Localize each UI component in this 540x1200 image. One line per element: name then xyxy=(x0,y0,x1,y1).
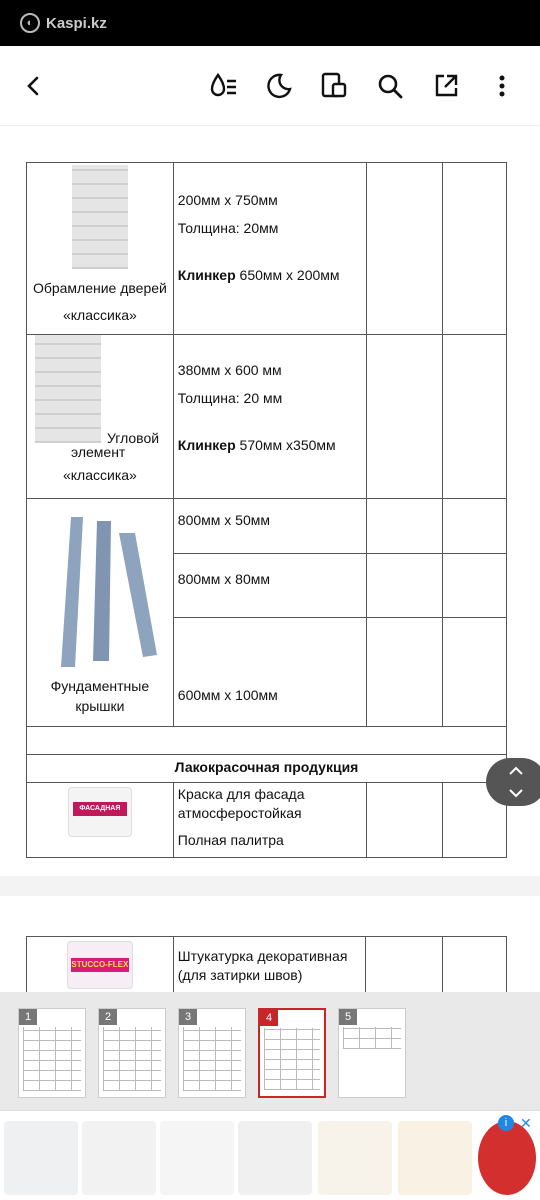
empty-cell xyxy=(443,499,507,554)
ad-product-image[interactable] xyxy=(238,1121,312,1195)
empty-cell xyxy=(366,783,443,858)
product-caption: крышки xyxy=(75,698,125,714)
table-row xyxy=(27,499,507,554)
table-row xyxy=(27,335,507,499)
paint-palette: Полная палитра xyxy=(177,832,284,848)
empty-cell xyxy=(443,163,507,335)
ad-product-image[interactable] xyxy=(398,1121,472,1195)
empty-cell xyxy=(443,335,507,499)
reading-mode-icon[interactable] xyxy=(316,68,352,104)
clinker-size: 650мм х 200мм xyxy=(235,267,340,283)
empty-cell xyxy=(366,937,443,993)
size-cell: 800мм х 80мм xyxy=(173,554,366,618)
thumbnail-number: 3 xyxy=(179,1009,197,1025)
page-thumbnail-active[interactable] xyxy=(258,1008,326,1098)
ad-close-icon[interactable]: ✕ xyxy=(520,1115,532,1131)
thumbnail-number: 2 xyxy=(99,1009,117,1025)
document-viewer[interactable] xyxy=(0,126,540,992)
ad-product-image[interactable] xyxy=(318,1121,392,1195)
text-size-icon[interactable] xyxy=(206,68,242,104)
page-thumbnails xyxy=(0,992,540,1110)
empty-cell xyxy=(366,554,443,618)
description-cell xyxy=(173,783,366,858)
product-caption: Угловой xyxy=(107,430,160,446)
thumbnail-number: 1 xyxy=(19,1009,37,1025)
product-cell xyxy=(27,499,174,727)
size-text: 380мм х 600 мм xyxy=(177,362,282,378)
table-row xyxy=(27,783,507,858)
empty-cell xyxy=(366,335,443,499)
plaster-title: Штукатурка декоративная xyxy=(177,948,348,964)
thickness-text: Толщина: 20 мм xyxy=(177,390,283,406)
ad-brand-logo[interactable] xyxy=(478,1121,536,1195)
product-table xyxy=(26,162,507,858)
chevron-left-icon[interactable] xyxy=(16,68,52,104)
thickness-text: Толщина: 20мм xyxy=(177,220,279,236)
status-brand: Kaspi.kz xyxy=(46,14,107,32)
product-caption: элемент xyxy=(71,444,126,460)
page-thumbnail[interactable] xyxy=(18,1008,86,1098)
size-text: 200мм х 750мм xyxy=(177,192,278,208)
plaster-bucket-image xyxy=(67,941,133,989)
table-row xyxy=(27,937,507,993)
section-title: Лакокрасочная продукция xyxy=(27,755,507,783)
page-thumbnail[interactable] xyxy=(338,1008,406,1098)
table-row xyxy=(27,163,507,335)
description-cell xyxy=(173,335,366,499)
page-scroll-button[interactable] xyxy=(486,758,540,806)
paint-title: атмосферостойкая xyxy=(177,805,302,821)
description-cell xyxy=(173,163,366,335)
paint-label: ФАСАДНАЯ xyxy=(73,802,127,816)
paint-bucket-image xyxy=(68,787,132,837)
product-caption: Фундаментные xyxy=(50,678,150,694)
corner-element-image xyxy=(35,335,101,443)
product-caption: «классика» xyxy=(62,307,137,323)
more-icon[interactable] xyxy=(484,68,520,104)
thumbnail-number: 4 xyxy=(260,1010,278,1026)
product-table xyxy=(26,936,507,992)
product-cell xyxy=(27,335,174,499)
share-icon[interactable] xyxy=(428,68,464,104)
page-thumbnail[interactable] xyxy=(98,1008,166,1098)
ad-info-icon[interactable]: i xyxy=(498,1115,514,1131)
table-row xyxy=(27,727,507,755)
description-cell xyxy=(173,937,366,993)
table-row xyxy=(27,755,507,783)
size-cell: 800мм х 50мм xyxy=(173,499,366,554)
ad-banner[interactable] xyxy=(0,1110,540,1200)
clinker-label: Клинкер xyxy=(177,437,236,453)
paint-title: Краска для фасада xyxy=(177,786,305,802)
clinker-label: Клинкер xyxy=(177,267,236,283)
clinker-size: 570мм х350мм xyxy=(235,437,336,453)
document-page xyxy=(0,896,540,992)
ad-product-image[interactable] xyxy=(160,1121,234,1195)
plaster-subtitle: (для затирки швов) xyxy=(177,967,303,983)
ad-product-image[interactable] xyxy=(82,1121,156,1195)
product-cell xyxy=(27,937,174,993)
ad-product-image[interactable] xyxy=(4,1121,78,1195)
plaster-label: STUCCO-FLEX xyxy=(71,958,129,972)
size-cell: 600мм х 100мм xyxy=(173,618,366,727)
viewer-toolbar xyxy=(0,46,540,126)
thumbnail-number: 5 xyxy=(339,1009,357,1025)
empty-cell xyxy=(443,554,507,618)
search-icon[interactable] xyxy=(372,68,408,104)
chevron-up-down-icon xyxy=(508,764,524,800)
foundation-caps-image xyxy=(39,515,159,675)
status-bar xyxy=(0,0,540,46)
door-frame-image xyxy=(72,165,128,269)
empty-cell xyxy=(443,618,507,727)
kaspi-logo-icon: ◐ xyxy=(20,13,40,33)
document-page xyxy=(0,126,540,876)
empty-cell xyxy=(366,499,443,554)
page-thumbnail[interactable] xyxy=(178,1008,246,1098)
product-cell xyxy=(27,783,174,858)
empty-cell xyxy=(366,618,443,727)
empty-cell xyxy=(27,727,507,755)
product-caption: Обрамление дверей xyxy=(32,280,167,296)
product-cell xyxy=(27,163,174,335)
empty-cell xyxy=(366,163,443,335)
empty-cell xyxy=(443,937,507,993)
moon-icon[interactable] xyxy=(261,68,297,104)
product-caption: «классика» xyxy=(62,467,137,483)
